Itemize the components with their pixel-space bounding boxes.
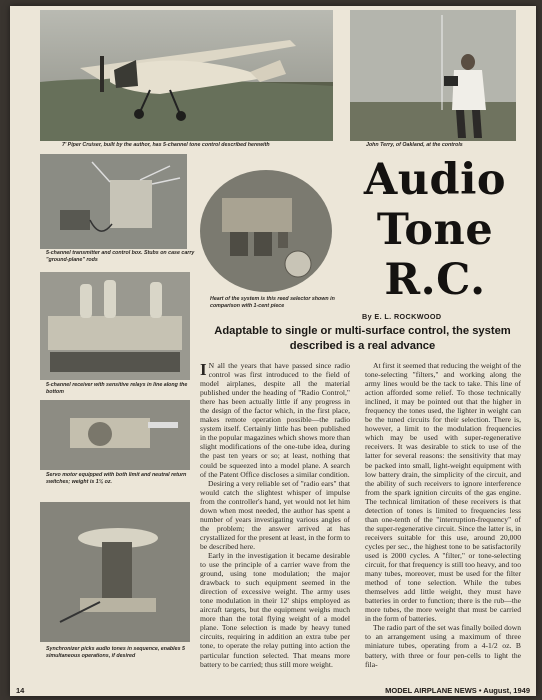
pilot-photo	[350, 10, 516, 141]
title-line-1: Audio	[363, 155, 507, 205]
synchronizer-image	[40, 502, 190, 642]
receiver-photo	[40, 272, 190, 380]
transmitter-photo	[40, 154, 187, 249]
receiver-caption: 5-channel receiver with sensitive relays in line along the bottom	[46, 382, 188, 395]
synchronizer-caption: Synchronizer picks audio tones in sequence, enables 5 simultaneous operations, if desired	[46, 646, 185, 659]
transmitter-image	[40, 154, 187, 249]
transmitter-caption: 5-channel transmitter and control box. Stubs on case carry "ground-plane" rods	[46, 250, 195, 263]
plane-caption: 7' Piper Cruiser, built by the author, has 5-channel tone control described herewith	[62, 142, 270, 148]
byline: By E. L. ROCKWOOD	[362, 312, 442, 321]
servo-image	[40, 400, 190, 470]
subhead: Adaptable to single or multi-surface control, the system described is a real advance	[214, 325, 511, 352]
receiver-image	[40, 272, 190, 380]
title-line-2: Tone	[376, 205, 494, 255]
title-line-3: R.C.	[384, 255, 486, 305]
reed-photo	[200, 170, 333, 292]
servo-photo	[40, 400, 190, 470]
paragraph-4: At first it seemed that reducing the weight of the tone-selecting "filters," and working along the army lines would be the tack to take. This line of action afforded some relief. To those technically inclined, it may be pointed out that the higher in frequency the tones used, the lighter in weight can be the tuned circuits for their selection. There is, however, a limit to the modulation frequencies which may be used with super-regenerative receivers. It was desirable to stick to use of the latter for several reasons: the sensitivity that may be packed into small, light-weight equipment with low battery drain, the simplicity of the circuit, and the ability of such receivers to ignore interference from the spark ignition circuits of the gas engine. The technical limitation of these receivers is that detection of tones is limited to frequencies less than one-tenth of the "interruption-frequency" of the super-regenerative circuit. Since the latter is, in receivers suitable for this use, around 20,000 cycles per sec., the highest tone to be satisfactorily used is 2000 cycles. A "filter," or tone-selecting circuit, for that frequency is still too heavy, and too many tubes, moreover, must be used for the filter method of tone selection. While the tubes themselves add little weight, they must have batteries in order to function; there is the rub—the more tubes, the more weight that must be carried in the form of batteries.	[365, 361, 521, 624]
page-number: 14	[16, 686, 25, 695]
paragraph-2: Desiring a very reliable set of "radio ears" that would catch the slightest whisper of impulse from the controller's hand, yet would not let him down when most needed, the author has spent a number of years investigating various angles of the problem; the answer arrived at has crystallized for the present at least, in the form to be described here.	[200, 478, 350, 551]
servo-caption: Servo motor equipped with both limit and neutral return switches; weight is 1⅛ oz.	[46, 472, 187, 485]
pilot-image	[350, 10, 516, 141]
body-column-1	[200, 361, 350, 683]
magazine-page	[10, 6, 536, 696]
pilot-caption: John Terry, of Oakland, at the controls	[366, 142, 463, 148]
reed-caption: Heart of the system is this reed selector shown in comparison with 1-cent piece	[210, 296, 335, 309]
paragraph-3: Early in the investigation it became desirable to use the principle of a carrier wave from the ground, using tone modulation; the major drawback to such equipment seemed in the direction of excessive weight. The army uses tone modulation in their 12' ships employed as aircraft targets, but the equipment weighs much more than the total flying weight of a model plane. Tone selection is made by heavy tuned circuits, requiring in addition an extra tube per tone, to operate the relay putting into action the particular function selected. That means more battery to be carried; thus still more weight.	[200, 550, 350, 669]
drop-cap: I	[200, 361, 207, 379]
plane-photo	[40, 10, 333, 141]
body-column-2	[365, 361, 521, 683]
paragraph-1: I N all the years that have passed since radio control was first introduced to the field of model airplanes, despite all the material published under the heading of "Radio Control," there has been actually little if any progress in the design of the factor which, in the first place, makes remote operation possible—the radio system itself. Certainly little has been published in the popular magazines which shows more than slight modifications of the one-tube idea, during the past ten years or so; at least, nothing that could be squeezed into a model plane. A search of the Patent Office discloses a similar condition.	[200, 361, 350, 479]
plane-image	[40, 10, 333, 141]
reed-image	[200, 170, 333, 292]
paragraph-5: The radio part of the set was finally boiled down to an arrangement using a maximum of three miniature tubes, operating from a 4-1/2 oz. B battery, with three or four pen-cells to light the fila-	[365, 623, 521, 669]
synchronizer-photo	[40, 502, 190, 642]
footer-publication: MODEL AIRPLANE NEWS • August, 1949	[385, 686, 530, 695]
